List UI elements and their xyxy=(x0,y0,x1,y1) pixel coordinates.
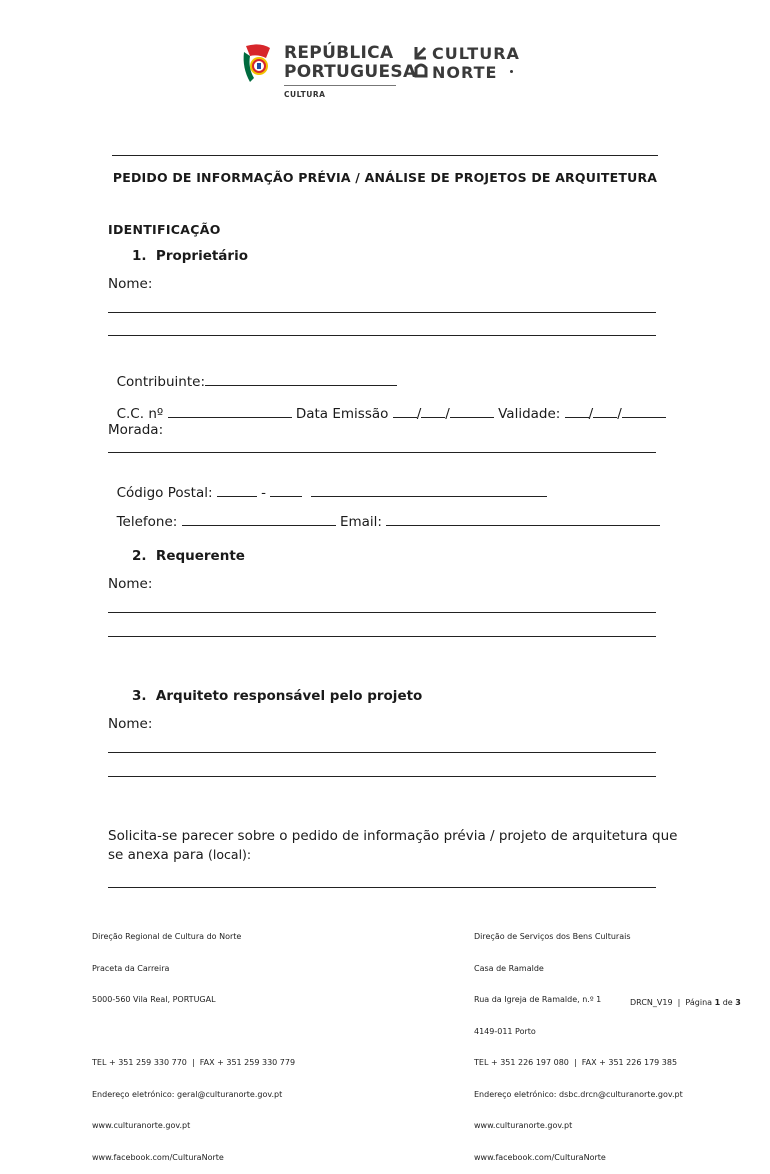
codigo-postal-row: Código Postal: - xyxy=(108,465,547,502)
page-indicator xyxy=(630,998,741,1009)
solicita-line-2 xyxy=(108,846,251,864)
doc-code: DRCN_V19 | Página xyxy=(630,998,715,1007)
nome-label-3: Nome: xyxy=(108,716,153,732)
morada-line[interactable] xyxy=(108,452,656,453)
logo-subtitle: CULTURA xyxy=(284,90,326,99)
footer-right-line: www.culturanorte.gov.pt xyxy=(474,1121,573,1130)
subheading-requerente: 2. Requerente xyxy=(132,548,245,564)
nome-line-1b[interactable] xyxy=(108,335,656,336)
total-pages: 3 xyxy=(735,998,741,1007)
footer-left-line: TEL + 351 259 330 770 | FAX + 351 259 330 779 xyxy=(92,1058,296,1067)
nome-line-2a[interactable] xyxy=(108,612,656,613)
local-line[interactable] xyxy=(108,887,656,888)
nome-line-1a[interactable] xyxy=(108,312,656,313)
footer-right xyxy=(474,911,683,1174)
footer-right-line: Direção de Serviços dos Bens Culturais xyxy=(474,932,631,941)
footer-left xyxy=(92,911,295,1174)
solicita-line-1: Solicita-se parecer sobre o pedido de informação prévia / projeto de arquitetura que xyxy=(108,828,678,844)
nome-line-2b[interactable] xyxy=(108,636,656,637)
email-label: Email: xyxy=(339,514,382,530)
cc-field[interactable] xyxy=(168,404,292,418)
nome-label-1: Nome: xyxy=(108,276,153,292)
morada-label: Morada: xyxy=(108,422,164,438)
footer-left-line: 5000-560 Vila Real, PORTUGAL xyxy=(92,995,216,1004)
emissao-day-field[interactable] xyxy=(393,404,417,418)
email-field[interactable] xyxy=(386,512,660,526)
partner-line-1: CULTURA xyxy=(432,44,520,63)
cultura-norte-mark-icon xyxy=(414,44,428,80)
logo-line-2: PORTUGUESA xyxy=(284,62,417,82)
cc-row: C.C. nº Data Emissão / / Validade: / / xyxy=(108,386,666,423)
page-of: de xyxy=(720,998,736,1007)
data-emissao-label: Data Emissão xyxy=(295,406,389,422)
footer-left-line: www.culturanorte.gov.pt xyxy=(92,1121,191,1130)
footer-left-line: Praceta da Carreira xyxy=(92,963,170,973)
logo-line-1: REPÚBLICA xyxy=(284,43,394,63)
footer-right-line: Endereço eletrónico: dsbc.drcn@culturanorte.gov.pt xyxy=(474,1089,683,1099)
document-title: PEDIDO DE INFORMAÇÃO PRÉVIA / ANÁLISE DE PROJETOS DE ARQUITETURA xyxy=(112,170,658,185)
title-rule xyxy=(112,155,658,156)
subheading-proprietario: 1. Proprietário xyxy=(132,248,248,264)
contribuinte-label: Contribuinte: xyxy=(116,374,206,390)
telefone-field[interactable] xyxy=(182,512,336,526)
coat-of-arms-icon xyxy=(240,42,276,84)
nome-line-3a[interactable] xyxy=(108,752,656,753)
nome-line-3b[interactable] xyxy=(108,776,656,777)
footer-left-line: Endereço eletrónico: geral@culturanorte.gov.pt xyxy=(92,1089,283,1099)
contribuinte-field[interactable] xyxy=(205,372,397,386)
footer-right-line: TEL + 351 226 197 080 | FAX + 351 226 179 385 xyxy=(474,1058,678,1067)
validade-label: Validade: xyxy=(498,406,561,422)
validade-year-field[interactable] xyxy=(622,404,666,418)
footer-right-line: Rua da Igreja de Ramalde, n.º 1 xyxy=(474,995,602,1004)
footer-right-line: www.facebook.com/CulturaNorte xyxy=(474,1152,606,1162)
telefone-label: Telefone: xyxy=(116,514,178,530)
footer-left-line: www.facebook.com/CulturaNorte xyxy=(92,1152,224,1162)
subheading-arquiteto: 3. Arquiteto responsável pelo projeto xyxy=(132,688,423,704)
validade-day-field[interactable] xyxy=(565,404,589,418)
footer-left-line: Direção Regional de Cultura do Norte xyxy=(92,932,242,941)
section-heading: IDENTIFICAÇÃO xyxy=(108,222,221,237)
emissao-month-field[interactable] xyxy=(421,404,445,418)
validade-month-field[interactable] xyxy=(593,404,617,418)
telefone-email-row xyxy=(108,494,660,531)
footer-right-line: Casa de Ramalde xyxy=(474,963,544,973)
codigo-postal-label: Código Postal: xyxy=(116,485,213,501)
current-page: 1 xyxy=(714,998,721,1007)
partner-line-2: NORTE xyxy=(432,63,498,82)
footer-left-line xyxy=(92,1027,295,1038)
emissao-year-field[interactable] xyxy=(450,404,494,418)
solicita-text: se anexa para xyxy=(108,847,209,863)
local-label: (local): xyxy=(208,847,252,862)
nome-label-2: Nome: xyxy=(108,576,153,592)
footer-right-line: 4149-011 Porto xyxy=(474,1026,536,1036)
cc-label: C.C. nº xyxy=(116,406,164,422)
